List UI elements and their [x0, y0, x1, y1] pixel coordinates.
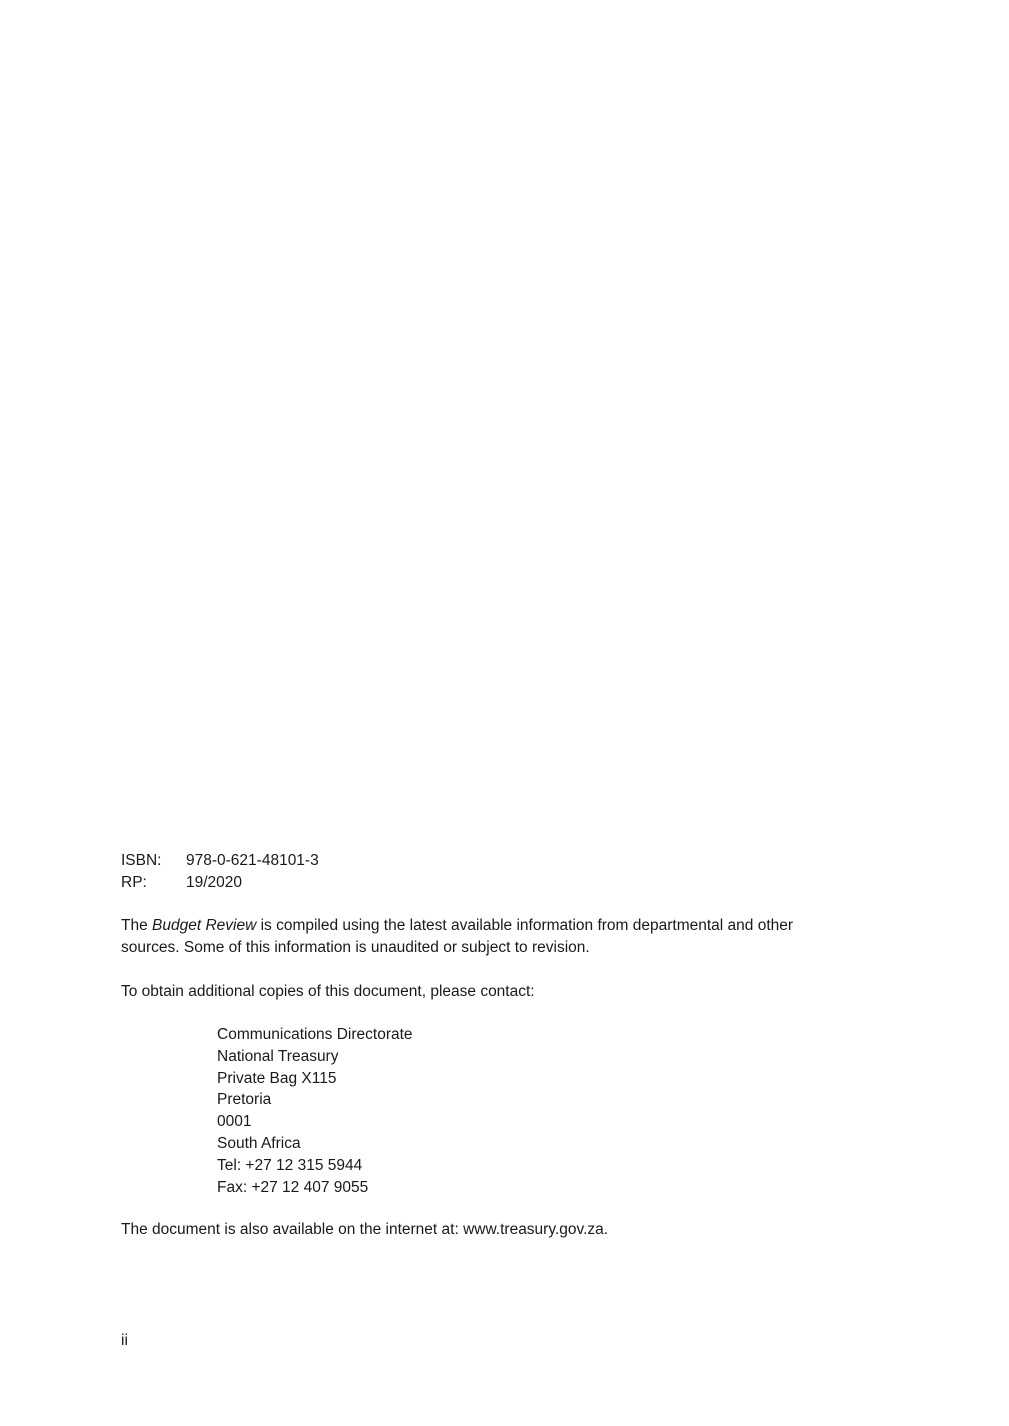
intro-paragraph [121, 915, 881, 959]
intro-line-1-rest: is compiled using the latest available information from departmental and other [256, 917, 794, 934]
internet-availability-note: The document is also available on the internet at: www.treasury.gov.za. [121, 1221, 609, 1238]
contact-address [217, 1024, 413, 1198]
address-line: 0001 [217, 1113, 252, 1131]
address-line: Pretoria [217, 1091, 272, 1109]
page-number: ii [121, 1332, 128, 1349]
telephone-line: Tel: +27 12 315 5944 [217, 1156, 363, 1174]
address-line: South Africa [217, 1134, 301, 1152]
contact-lead: To obtain additional copies of this document, please contact: [121, 983, 535, 1000]
isbn-value: 978-0-621-48101-3 [186, 852, 319, 869]
address-line: National Treasury [217, 1047, 339, 1065]
budget-review-title: Budget Review [152, 917, 257, 934]
isbn-row [121, 850, 319, 872]
intro-prefix: The [121, 917, 153, 934]
intro-line-2: sources. Some of this information is unaudited or subject to revision. [121, 939, 590, 956]
intro-line-1 [121, 915, 881, 937]
rp-value: 19/2020 [186, 874, 243, 891]
address-line: Communications Directorate [217, 1026, 413, 1043]
publication-metadata [121, 850, 319, 894]
isbn-label: ISBN: [121, 852, 162, 869]
fax-line: Fax: +27 12 407 9055 [217, 1178, 369, 1196]
rp-row [121, 872, 319, 894]
address-line: Private Bag X115 [217, 1069, 337, 1087]
rp-label: RP: [121, 874, 147, 891]
